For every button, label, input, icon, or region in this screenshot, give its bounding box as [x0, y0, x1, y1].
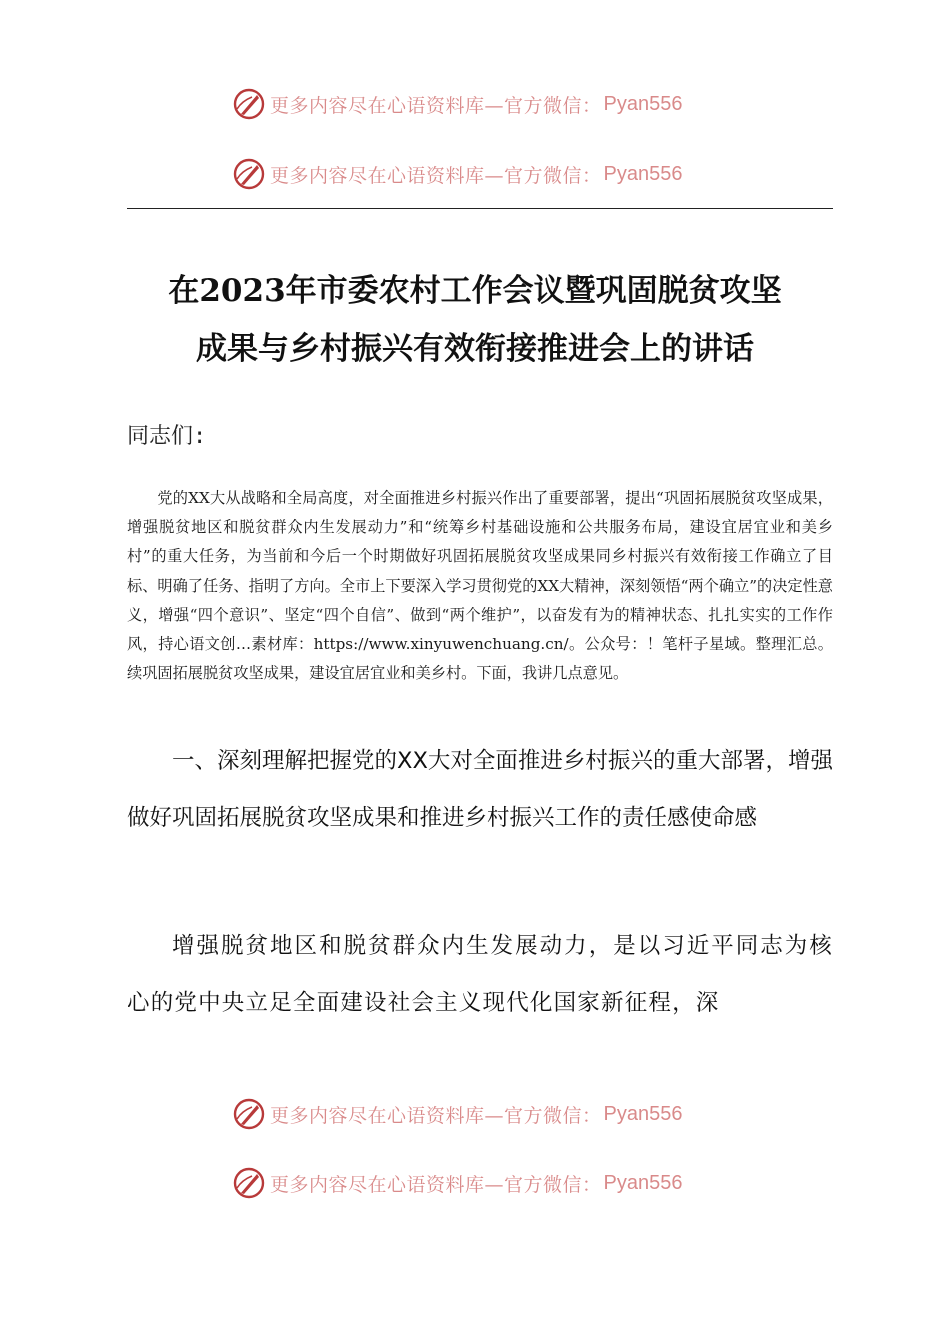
watermark-wechat-id: Pyan556 [603, 162, 683, 185]
watermark-wechat-id: Pyan556 [603, 92, 683, 115]
watermark-slogan: 更多内容尽在心语资料库—官方微信： [270, 1104, 602, 1127]
watermark-banner-bottom-2 [232, 1163, 682, 1203]
header-divider [127, 208, 833, 209]
watermark-slogan: 更多内容尽在心语资料库—官方微信： [270, 94, 602, 117]
watermark-banner-top-2 [232, 154, 682, 194]
document-title [100, 262, 850, 378]
salutation: 同志们: [127, 424, 207, 449]
body-paragraph: 增强脱贫地区和脱贫群众内生发展动力，是以习近平同志为核心的党中央立足全面建设社会主义现代化国家新征程，深 [127, 933, 833, 1016]
watermark-wechat-id: Pyan556 [603, 1171, 683, 1194]
watermark-banner-bottom-1 [232, 1094, 682, 1134]
intro-paragraph: 党的XX大从战略和全局高度，对全面推进乡村振兴作出了重要部署，提出“巩固拓展脱贫攻坚成果，增强脱贫地区和脱贫群众内生发展动力”和“统筹乡村基础设施和公共服务布局，建设宜居宜业和美乡村”的重大任务，为当前和今后一个时期做好巩固拓展脱贫攻坚成果同乡村振兴有效衔接工作确立了目标、明确了任务、指明了方向。全市上下要深入学习贯彻党的XX大精神，深刻领悟“两个确立”的决定性意义，增强“四个意识”、坚定“四个自信”、做到“两个维护”，以奋发有为的精神状态、扎扎实实的工作作风，持心语文创…素材库：https://www.xinyuwenchuang.cn/。公众号：！笔杆子星域。整理汇总。续巩固拓展脱贫攻坚成果，建设宜居宜业和美乡村。下面，我讲几点意见。 [127, 489, 833, 683]
title-line-1: 在2023年市委农村工作会议暨巩固脱贫攻坚 [168, 273, 782, 309]
title-line-2: 成果与乡村振兴有效衔接推进会上的讲话 [196, 331, 754, 367]
watermark-slogan: 更多内容尽在心语资料库—官方微信： [270, 164, 602, 187]
quill-pen-icon [232, 87, 266, 121]
quill-pen-icon [232, 1097, 266, 1131]
quill-pen-icon [232, 1166, 266, 1200]
quill-pen-icon [232, 157, 266, 191]
watermark-banner-top-1 [232, 84, 682, 124]
watermark-slogan: 更多内容尽在心语资料库—官方微信： [270, 1173, 602, 1196]
watermark-wechat-id: Pyan556 [603, 1102, 683, 1125]
section-heading: 一、深刻理解把握党的XX大对全面推进乡村振兴的重大部署，增强做好巩固拓展脱贫攻坚成果和推进乡村振兴工作的责任感使命感 [127, 748, 833, 831]
